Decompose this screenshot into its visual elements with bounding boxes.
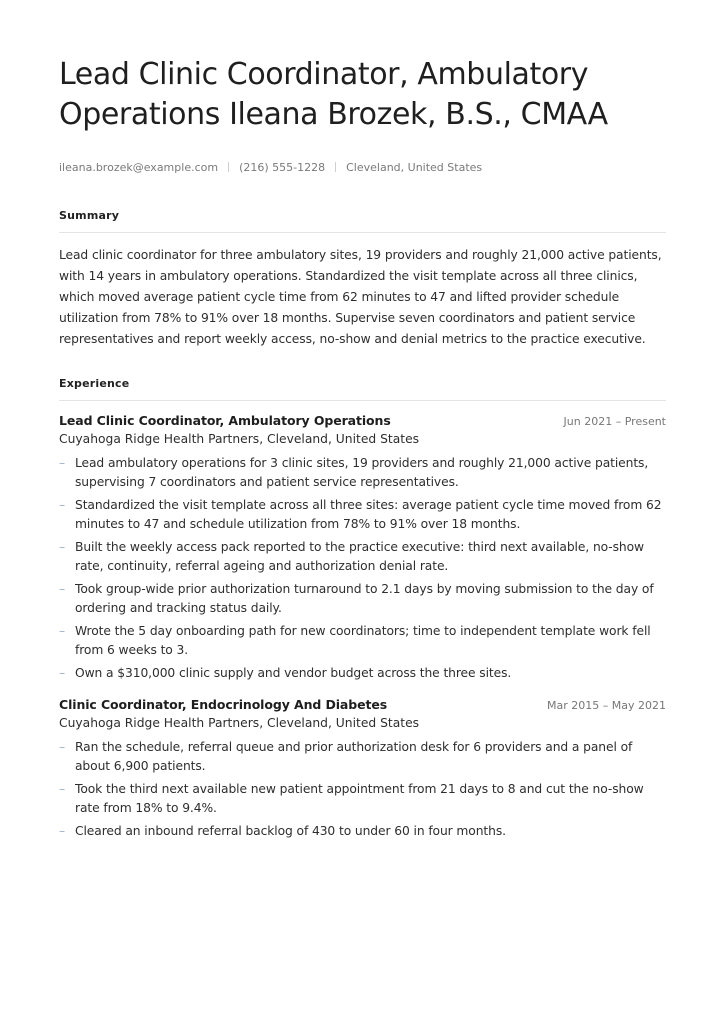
bullet-marker: –: [59, 782, 66, 796]
job-bullet-text: Lead ambulatory operations for 3 clinic sites, 19 providers and roughly 21,000 active patients, supervising 7 coordinators and patient service representatives.: [75, 456, 649, 489]
job-bullet: [59, 780, 666, 818]
job-bullet-text: Own a $310,000 clinic supply and vendor budget across the three sites.: [75, 666, 512, 680]
job-company: Cuyahoga Ridge Health Partners, Cleveland, United States: [59, 716, 420, 730]
contact-divider: [335, 162, 336, 172]
summary-section: [59, 209, 666, 350]
experience-section: [59, 377, 666, 841]
bullet-marker: –: [59, 582, 66, 596]
job-bullet-text: Took the third next available new patient appointment from 21 days to 8 and cut the no-show rate from 18% to 9.4%.: [75, 782, 644, 815]
job-title: Lead Clinic Coordinator, Ambulatory Operations: [59, 413, 391, 428]
contact-divider: [228, 162, 229, 172]
bullet-marker: –: [59, 666, 66, 680]
job-bullet: [59, 738, 666, 776]
job-bullet-text: Standardized the visit template across all three sites: average patient cycle time moved from 62 minutes to 47 and schedule utilization from 78% to 91% over 18 months.: [75, 498, 662, 531]
job-bullet-list: [59, 738, 666, 841]
candidate-name-heading: Lead Clinic Coordinator, Ambulatory Operations Ileana Brozek, B.S., CMAA: [59, 57, 608, 132]
job-bullet-text: Took group-wide prior authorization turnaround to 2.1 days by moving submission to the day of ordering and tracking status daily.: [75, 582, 654, 615]
job-bullet: [59, 622, 666, 660]
summary-paragraph: Lead clinic coordinator for three ambulatory sites, 19 providers and roughly 21,000 active patients, with 14 years in ambulatory operations. Standardized the visit template across all three clinics, which moved average patient cycle time from 62 minutes to 47 and lifted provider schedule utilization from 78% to 91% over 18 months. Supervise seven coordinators and patient service representatives and report weekly access, no-show and denial metrics to the practice executive.: [59, 248, 662, 346]
location-text: Cleveland, United States: [346, 160, 483, 174]
job-bullet-text: Ran the schedule, referral queue and prior authorization desk for 6 providers and a panel of about 6,900 patients.: [75, 740, 633, 773]
job-bullet: [59, 454, 666, 492]
bullet-marker: –: [59, 740, 66, 754]
job-header: [59, 697, 666, 712]
experience-heading: Experience: [59, 377, 130, 390]
job-dates: Jun 2021 – Present: [563, 415, 666, 428]
contact-line: [59, 160, 666, 174]
job-bullet: [59, 538, 666, 576]
phone-number[interactable]: (216) 555-1228: [239, 160, 326, 174]
bullet-marker: –: [59, 540, 66, 554]
job-bullet: [59, 822, 666, 841]
job-title: Clinic Coordinator, Endocrinology And Diabetes: [59, 697, 388, 712]
job-bullet-text: Wrote the 5 day onboarding path for new coordinators; time to independent template work fell from 6 weeks to 3.: [75, 624, 651, 657]
job-bullet-list: [59, 454, 666, 683]
job-dates: Mar 2015 – May 2021: [547, 699, 666, 712]
job-bullet-text: Built the weekly access pack reported to the practice executive: third next available, no-show rate, continuity, referral ageing and authorization denial rate.: [75, 540, 645, 573]
bullet-marker: –: [59, 624, 66, 638]
job-company: Cuyahoga Ridge Health Partners, Cleveland, United States: [59, 432, 420, 446]
job-entry: [59, 697, 666, 841]
job-entry: [59, 413, 666, 683]
summary-heading: Summary: [59, 209, 120, 222]
job-bullet: [59, 664, 666, 683]
bullet-marker: –: [59, 456, 66, 470]
email-link[interactable]: ileana.brozek@example.com: [59, 160, 219, 174]
section-divider: [59, 232, 666, 233]
bullet-marker: –: [59, 498, 66, 512]
job-bullet-text: Cleared an inbound referral backlog of 430 to under 60 in four months.: [75, 824, 506, 838]
section-divider: [59, 400, 666, 401]
job-bullet: [59, 496, 666, 534]
job-header: [59, 413, 666, 428]
bullet-marker: –: [59, 824, 66, 838]
job-bullet: [59, 580, 666, 618]
